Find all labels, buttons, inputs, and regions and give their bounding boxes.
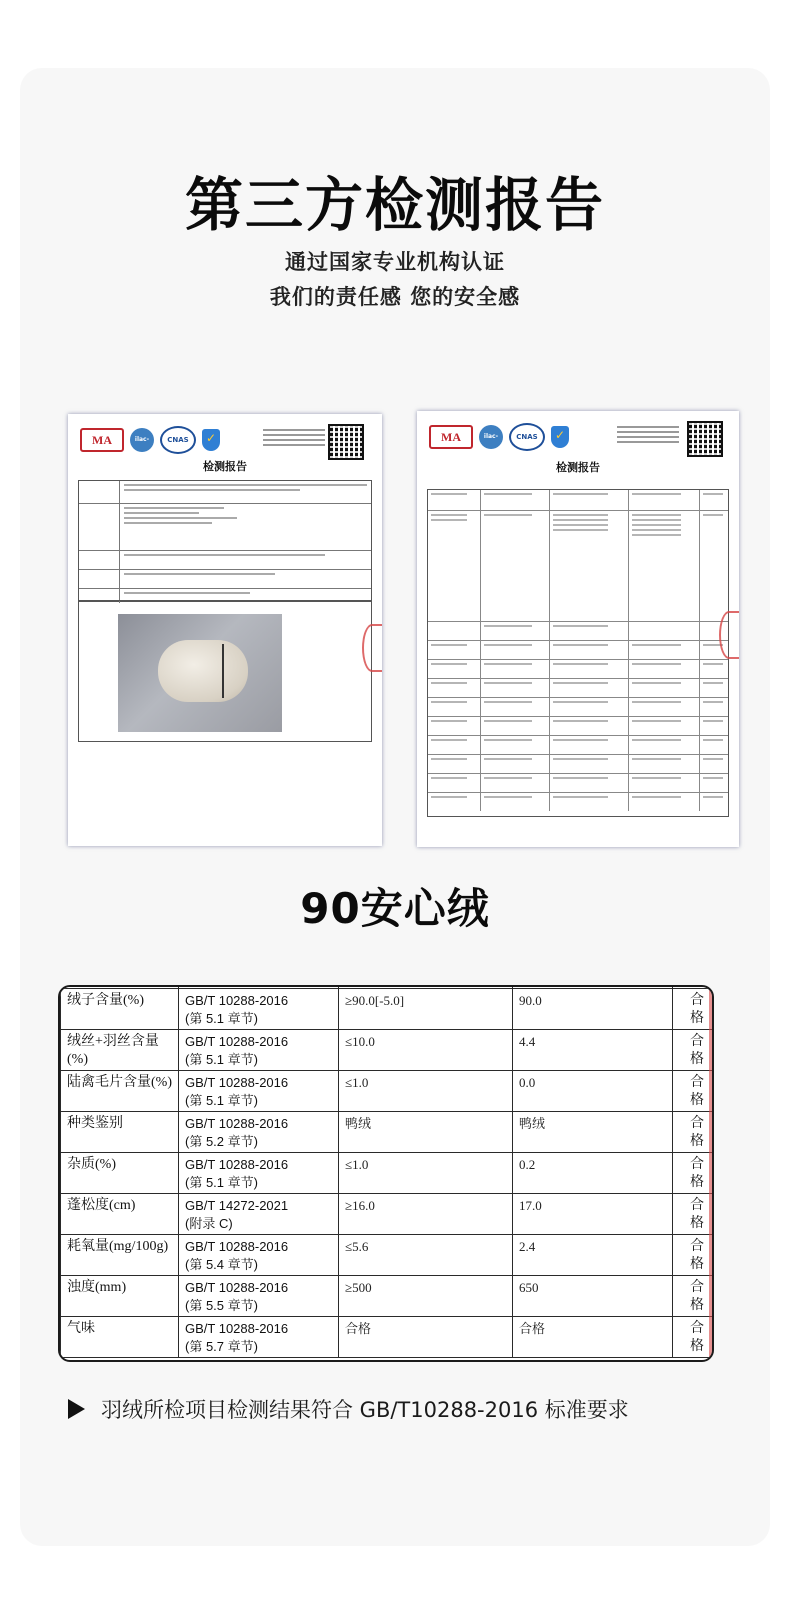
stamp-edge xyxy=(709,987,712,1360)
triangle-right-icon xyxy=(68,1399,85,1419)
method-standard: GB/T 14272-2021 xyxy=(185,1198,289,1213)
table-row xyxy=(61,989,713,1030)
method-standard: GB/T 10288-2016 xyxy=(185,993,289,1008)
item-name: 耗氧量(mg/100g) xyxy=(61,1235,179,1276)
result: 90.0 xyxy=(513,989,673,1030)
result: 2.4 xyxy=(513,1235,673,1276)
judgement: 合格 xyxy=(673,1235,713,1276)
test-method xyxy=(179,1112,339,1153)
item-name: 蓬松度(cm) xyxy=(61,1194,179,1235)
footer-note xyxy=(68,1394,748,1424)
result: 合格 xyxy=(513,1317,673,1358)
table-row xyxy=(61,1112,713,1153)
result: 4.4 xyxy=(513,1030,673,1071)
test-method xyxy=(179,1071,339,1112)
ma-logo: MA xyxy=(429,425,473,449)
stamp-mark xyxy=(362,624,382,672)
qr-code-icon xyxy=(328,424,364,460)
method-chapter: (附录 C) xyxy=(185,1216,233,1231)
method-chapter: (第 5.7 章节) xyxy=(185,1339,258,1354)
judgement: 合格 xyxy=(673,1194,713,1235)
item-name: 绒丝+羽丝含量(%) xyxy=(61,1030,179,1071)
cert-logos xyxy=(429,423,569,464)
method-chapter: (第 5.4 章节) xyxy=(185,1257,258,1272)
report-heading: 检测报告 xyxy=(556,462,600,474)
subtitle-responsibility: 我们的责任感 您的安全感 xyxy=(269,285,521,309)
judgement: 合格 xyxy=(673,1112,713,1153)
requirement: 鸭绒 xyxy=(339,1112,513,1153)
table-row xyxy=(61,1317,713,1358)
result: 650 xyxy=(513,1276,673,1317)
report-page-1[interactable] xyxy=(68,414,382,846)
results-table xyxy=(60,985,713,1358)
report-page-2[interactable] xyxy=(417,411,739,847)
requirement: ≤1.0 xyxy=(339,1071,513,1112)
judgement: 合格 xyxy=(673,1317,713,1358)
lab-contact-lines xyxy=(617,423,679,446)
method-standard: GB/T 10288-2016 xyxy=(185,1321,289,1336)
table-row xyxy=(61,1235,713,1276)
results-table-zoom xyxy=(58,985,714,1362)
test-method xyxy=(179,989,339,1030)
requirement: 合格 xyxy=(339,1317,513,1358)
item-name: 绒子含量(%) xyxy=(61,989,179,1030)
method-standard: GB/T 10288-2016 xyxy=(185,1239,289,1254)
ilac-logo: ilac-MRA xyxy=(130,428,154,452)
test-method xyxy=(179,1030,339,1071)
result: 鸭绒 xyxy=(513,1112,673,1153)
down-sample-image xyxy=(158,640,248,702)
method-standard: GB/T 10288-2016 xyxy=(185,1116,289,1131)
stamp-mark xyxy=(719,611,739,659)
requirement: ≤10.0 xyxy=(339,1030,513,1071)
cert-logos xyxy=(80,426,220,467)
table-row xyxy=(61,1194,713,1235)
requirement: ≤1.0 xyxy=(339,1153,513,1194)
test-method xyxy=(179,1235,339,1276)
shield-icon xyxy=(551,426,569,448)
method-chapter: (第 5.1 章节) xyxy=(185,1093,258,1108)
item-name: 杂质(%) xyxy=(61,1153,179,1194)
judgement: 合格 xyxy=(673,1276,713,1317)
table-row xyxy=(61,1276,713,1317)
item-name: 浊度(mm) xyxy=(61,1276,179,1317)
test-method xyxy=(179,1153,339,1194)
requirement: ≥90.0[-5.0] xyxy=(339,989,513,1030)
report-info-form xyxy=(78,480,372,602)
sample-photo xyxy=(118,614,282,732)
judgement: 合格 xyxy=(673,1153,713,1194)
test-method xyxy=(179,1194,339,1235)
table-row xyxy=(61,1071,713,1112)
result: 0.0 xyxy=(513,1071,673,1112)
method-chapter: (第 5.1 章节) xyxy=(185,1011,258,1026)
requirement: ≥500 xyxy=(339,1276,513,1317)
judgement: 合格 xyxy=(673,989,713,1030)
item-name: 陆禽毛片含量(%) xyxy=(61,1071,179,1112)
lab-contact-lines xyxy=(263,426,325,449)
table-row xyxy=(61,1153,713,1194)
method-chapter: (第 5.1 章节) xyxy=(185,1175,258,1190)
requirement: ≥16.0 xyxy=(339,1194,513,1235)
method-chapter: (第 5.5 章节) xyxy=(185,1298,258,1313)
subtitle-certification: 通过国家专业机构认证 xyxy=(285,250,505,274)
method-standard: GB/T 10288-2016 xyxy=(185,1280,289,1295)
ilac-logo: ilac-MRA xyxy=(479,425,503,449)
footer-note-text: 羽绒所检项目检测结果符合 GB/T10288-2016 标准要求 xyxy=(101,1398,629,1422)
method-chapter: (第 5.2 章节) xyxy=(185,1134,258,1149)
cnas-logo: CNAS xyxy=(509,423,545,451)
test-method xyxy=(179,1276,339,1317)
report-results-table xyxy=(427,489,729,817)
method-standard: GB/T 10288-2016 xyxy=(185,1075,289,1090)
method-chapter: (第 5.1 章节) xyxy=(185,1052,258,1067)
method-standard: GB/T 10288-2016 xyxy=(185,1157,289,1172)
table-body xyxy=(61,989,713,1358)
page-title: 第三方检测报告 xyxy=(184,171,605,239)
ma-logo: MA xyxy=(80,428,124,452)
report-heading: 检测报告 xyxy=(203,461,247,473)
result: 17.0 xyxy=(513,1194,673,1235)
section-title: 90安心绒 xyxy=(300,884,490,933)
result: 0.2 xyxy=(513,1153,673,1194)
table-row xyxy=(61,1030,713,1071)
test-method xyxy=(179,1317,339,1358)
cnas-logo: CNAS xyxy=(160,426,196,454)
item-name: 种类鉴别 xyxy=(61,1112,179,1153)
judgement: 合格 xyxy=(673,1071,713,1112)
qr-code-icon xyxy=(687,421,723,457)
requirement: ≤5.6 xyxy=(339,1235,513,1276)
shield-icon xyxy=(202,429,220,451)
item-name: 气味 xyxy=(61,1317,179,1358)
judgement: 合格 xyxy=(673,1030,713,1071)
method-standard: GB/T 10288-2016 xyxy=(185,1034,289,1049)
